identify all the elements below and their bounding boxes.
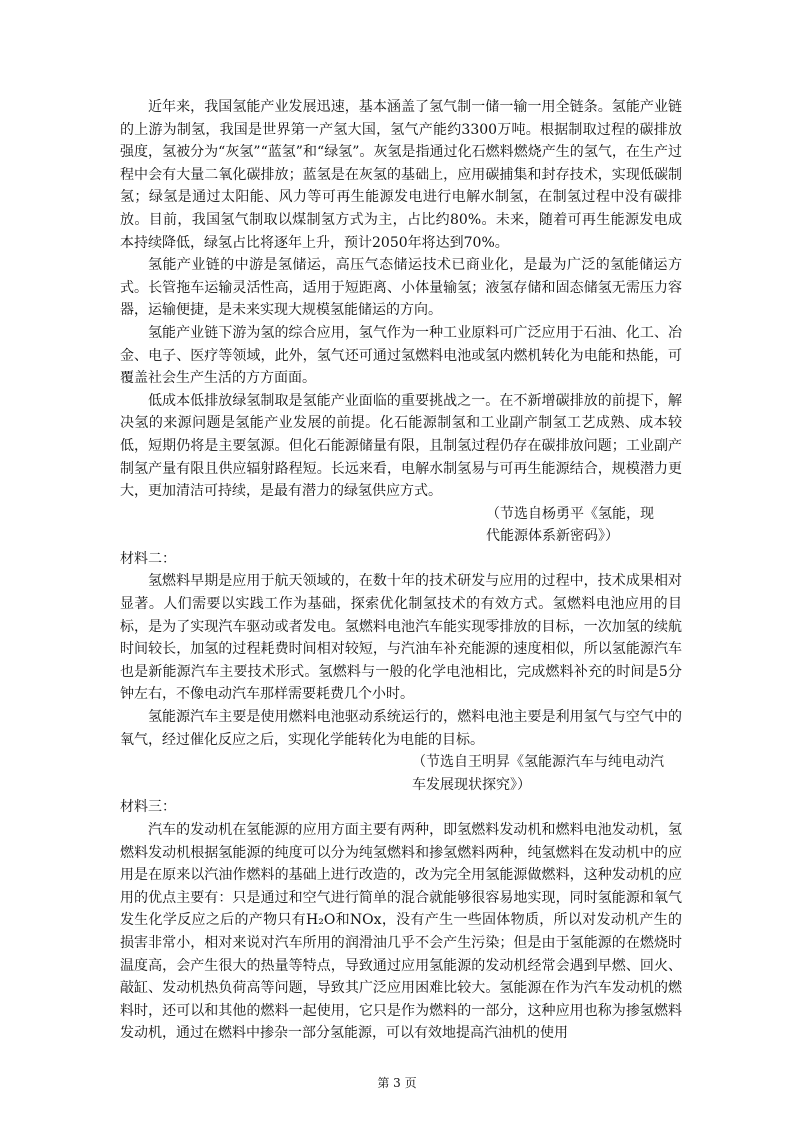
source-citation [120, 751, 664, 796]
section-heading: 材料三： [120, 799, 176, 816]
paragraph: 近年来，我国氢能产业发展迅速，基本涵盖了氢气制一储一输一用全链条。氢能产业链的上游为制氢，我国是世界第一产氢大国，氢气产能约3300万吨。根据制取过程的碳排放强度，氢被分为“灰氢”“蓝氢”和“绿氢”。灰氢是指通过化石燃料燃烧产生的氢气，在生产过程中会有大量二氧化碳排放；蓝氢是在灰氢的基础上，应用碳捕集和封存技术，实现低碳制氢；绿氢是通过太阳能、风力等可再生能源发电进行电解水制氢，在制氢过程中没有碳排放。目前，我国氢气制取以煤制氢方式为主，占比约80%。未来，随着可再生能源发电成本持续降低，绿氢占比将逐年上升，预计2050年将达到70%。 [120, 99, 682, 251]
material-1-section [120, 96, 682, 548]
paragraph: 低成本低排放绿氢制取是氢能产业面临的重要挑战之一。在不新增碳排放的前提下，解决氢的来源问题是氢能产业发展的前提。化石能源制氢和工业副产制氢工艺成熟、成本较低，短期仍将是主要氢源。但化石能源储量有限，且制氢过程仍存在碳排放问题；工业副产制氢产量有限且供应辐射路程短。长远来看，电解水制氢易与可再生能源结合，规模潜力更大，更加清洁可持续，是最有潜力的绿氢供应方式。 [120, 392, 682, 500]
source-citation-text: （节选自杨勇平《氢能，现代能源体系新密码》） [486, 505, 654, 545]
paragraph: 氢燃料早期是应用于航天领域的，在数十年的技术研发与应用的过程中，技术成果相对显著。人们需要以实践工作为基础，探索优化制氢技术的有效方式。氢燃料电池应用的目标，是为了实现汽车驱动或者发电。氢燃料电池汽车能实现零排放的目标，一次加氢的续航时间较长，加氢的过程耗费时间相对较短，与汽油车补充能源的速度相似，所以氢能源汽车也是新能源汽车主要技术形式。氢燃料与一般的化学电池相比，完成燃料补充的时间是5分钟左右，不像电动汽车那样需要耗费几个小时。 [120, 573, 682, 703]
section-heading: 材料二： [120, 550, 176, 567]
material-3-section [120, 796, 682, 1045]
source-citation [120, 503, 664, 548]
page-number: 第 3 页 [377, 1076, 417, 1090]
paragraph: 氢能产业链的中游是氢储运，高压气态储运技术已商业化，是最为广泛的氢能储运方式。长管拖车运输灵活性高，适用于短距离、小体量输氢；液氢存储和固态储氢无需压力容器，运输便捷，是未来实现大规模氢能储运的方向。 [120, 257, 682, 319]
source-citation-text: （节选自王明昇《氢能源汽车与纯电动汽车发展现状探究》） [412, 754, 664, 793]
paragraph: 汽车的发动机在氢能源的应用方面主要有两种，即氢燃料发动机和燃料电池发动机，氢燃料发动机根据氢能源的纯度可以分为纯氢燃料和掺氢燃料两种，纯氢燃料在发动机中的应用是在原来以汽油作燃料的基础上进行改造的，改为完全用氢能源做燃料，这种发动机的应用的优点主要有：只是通过和空气进行简单的混合就能够很容易地实现，同时氢能源和氧气发生化学反应之后的产物只有H₂O和NOx，没有产生一些固体物质，所以对发动机产生的损害非常小，相对来说对汽车所用的润滑油几乎不会产生污染；但是由于氢能源的在燃烧时温度高，会产生很大的热量等特点，导致通过应用氢能源的发动机经常会遇到早燃、回火、敲缸、发动机热负荷高等问题，导致其广泛应用困难比较大。氢能源在作为汽车发动机的燃料时，还可以和其他的燃料一起使用，它只是作为燃料的一部分，这种应用也称为掺氢燃料发动机，通过在燃料中掺杂一部分氢能源，可以有效地提高汽油机的使用 [120, 822, 682, 1042]
page-footer [0, 1072, 794, 1095]
paragraph: 氢能源汽车主要是使用燃料电池驱动系统运行的，燃料电池主要是利用氢气与空气中的氧气，经过催化反应之后，实现化学能转化为电能的目标。 [120, 709, 682, 748]
paragraph: 氢能产业链下游为氢的综合应用，氢气作为一种工业原料可广泛应用于石油、化工、冶金、电子、医疗等领域，此外，氢气还可通过氢燃料电池或氢内燃机转化为电能和热能，可覆盖社会生产生活的方方面面。 [120, 324, 682, 387]
material-2-section [120, 548, 682, 797]
